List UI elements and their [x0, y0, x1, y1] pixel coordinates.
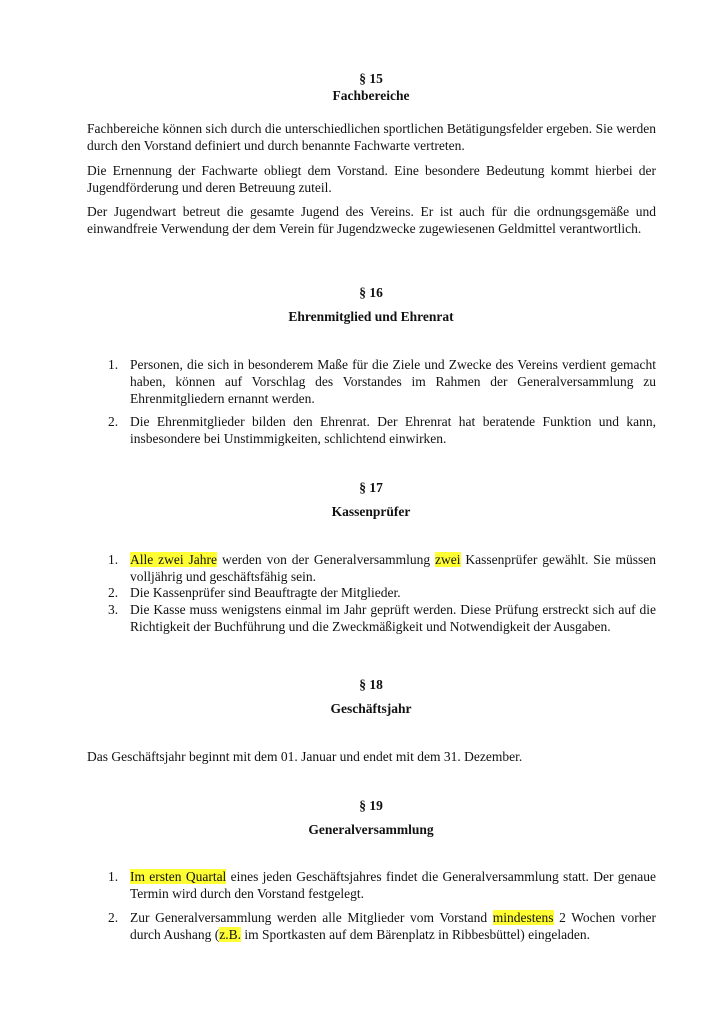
section-19-number: § 19	[359, 798, 383, 813]
section-19-item-1	[108, 868, 656, 902]
section-15-paragraph-3: Der Jugendwart betreut die gesamte Jugend des Vereins. Er ist auch für die ordnungsgemäße und einwandfreie Verwendung der dem Verein für Jugendzwecke zugewiesenen Geldmittel verantwortlich.	[87, 204, 656, 236]
section-15-title: Fachbereiche	[332, 88, 410, 103]
section-19-title: Generalversammlung	[308, 822, 434, 837]
section-19-item-2	[108, 909, 656, 943]
list-number: 1.	[108, 552, 119, 567]
list-item-text: werden von der Generalversammlung	[217, 552, 436, 567]
list-item-text: Die Kasse muss wenigstens einmal im Jahr geprüft werden. Diese Prüfung erstreckt sich auf die Richtigkeit der Buchführung und die Zweckmäßigkeit und Notwendigkeit der Ausgaben.	[130, 602, 656, 634]
section-17-title: Kassenprüfer	[331, 504, 411, 519]
list-item-text: im Sportkasten auf dem Bärenplatz in Ribbesbüttel) eingeladen.	[240, 927, 591, 942]
highlight-text: mindestens	[492, 910, 554, 925]
list-number: 1.	[108, 357, 119, 372]
list-item-text: Kassenprüfer gewählt. Sie müssen volljährig und geschäftsfähig sein.	[130, 552, 656, 584]
section-17-number: § 17	[359, 480, 383, 495]
section-17-item-2	[108, 584, 656, 601]
list-item-text: 2 Wochen vorher durch Aushang (	[130, 910, 656, 942]
highlight-text: z.B.	[219, 927, 241, 942]
section-15-number: § 15	[359, 71, 383, 86]
section-17-item-3	[108, 601, 656, 635]
section-18-number: § 18	[359, 677, 383, 692]
list-item-text: Die Kassenprüfer sind Beauftragte der Mitglieder.	[130, 585, 401, 600]
list-number: 2.	[108, 585, 119, 600]
list-item-text: Die Ehrenmitglieder bilden den Ehrenrat. Der Ehrenrat hat beratende Funktion und kann, insbesondere bei Unstimmigkeiten, schlichtend einwirken.	[130, 414, 656, 446]
section-15-paragraph-2: Die Ernennung der Fachwarte obliegt dem Vorstand. Eine besondere Bedeutung kommt hierbei der Jugendförderung und deren Betreuung zuteil.	[87, 163, 656, 195]
list-number: 1.	[108, 869, 119, 884]
list-number: 2.	[108, 414, 119, 429]
section-16-number: § 16	[359, 285, 383, 300]
list-item-text: eines jeden Geschäftsjahres findet die Generalversammlung statt. Der genaue Termin wird durch den Vorstand festgelegt.	[130, 869, 656, 901]
list-number: 2.	[108, 910, 119, 925]
list-item-text: Zur Generalversammlung werden alle Mitglieder vom Vorstand	[130, 910, 493, 925]
highlight-text: Alle zwei Jahre	[130, 552, 218, 567]
highlight-text: Im ersten Quartal	[130, 869, 227, 884]
list-item-text: Personen, die sich in besonderem Maße für die Ziele und Zwecke des Vereins verdient gemacht haben, können auf Vorschlag des Vorstandes im Rahmen der Generalversammlung zu Ehrenmitgliedern ernannt werden.	[130, 357, 656, 406]
highlight-text: zwei	[435, 552, 461, 567]
section-16-item-1	[108, 356, 656, 407]
section-17-item-1	[108, 551, 656, 585]
section-15-paragraph-1: Fachbereiche können sich durch die unterschiedlichen sportlichen Betätigungsfelder ergeben. Sie werden durch den Vorstand definiert und durch benannte Fachwarte vertreten.	[87, 121, 656, 153]
section-16-title: Ehrenmitglied und Ehrenrat	[288, 309, 454, 324]
section-18-title: Geschäftsjahr	[330, 701, 412, 716]
list-number: 3.	[108, 602, 119, 617]
section-18-paragraph: Das Geschäftsjahr beginnt mit dem 01. Januar und endet mit dem 31. Dezember.	[87, 749, 523, 764]
section-16-item-2	[108, 413, 656, 447]
